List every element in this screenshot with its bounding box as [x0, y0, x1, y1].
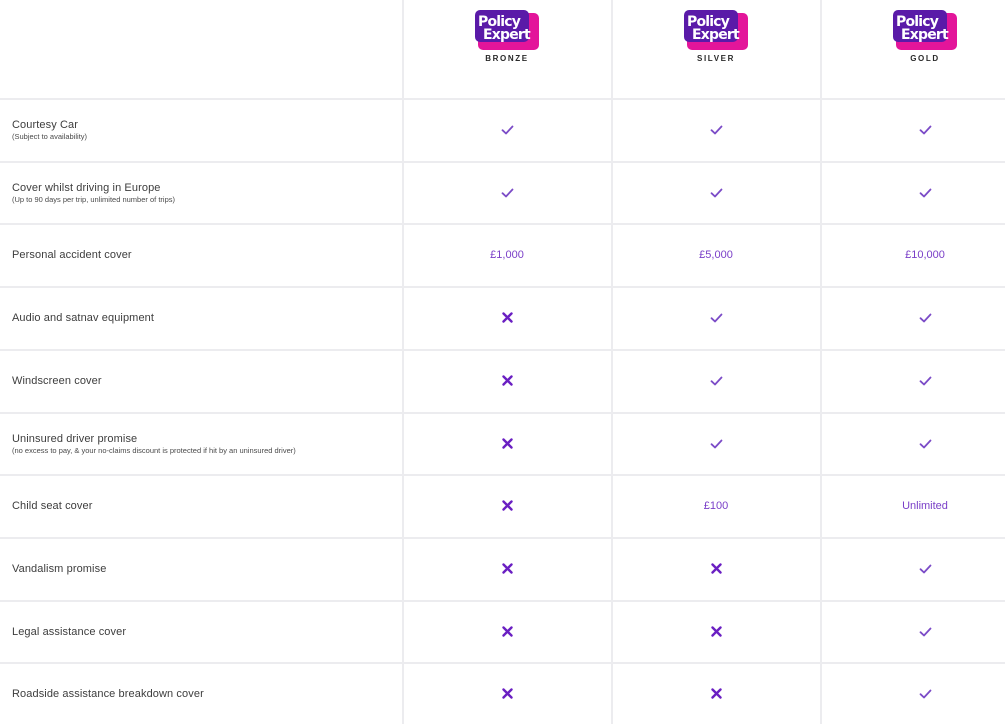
feature-cell	[12, 663, 204, 724]
check-icon	[710, 188, 723, 198]
value-cell	[671, 350, 761, 411]
cross-icon	[711, 626, 722, 637]
cross-icon	[502, 312, 513, 323]
value-cell	[671, 287, 761, 348]
policy-expert-logo: Policy Expert	[475, 10, 539, 50]
feature-cell	[12, 99, 87, 160]
value-cell	[671, 601, 761, 662]
value-cell	[880, 162, 970, 223]
value-cell	[671, 224, 761, 285]
table-row	[0, 475, 1005, 536]
check-icon	[919, 376, 932, 386]
value-cell	[880, 475, 970, 536]
value-cell	[671, 663, 761, 724]
feature-note: (no excess to pay, & your no-claims discount is protected if hit by an uninsured driver)	[12, 445, 296, 455]
feature-cell	[12, 538, 106, 599]
feature-cell	[12, 475, 92, 536]
check-icon	[919, 689, 932, 699]
value-cell	[880, 99, 970, 160]
check-icon	[919, 627, 932, 637]
value-cell	[880, 601, 970, 662]
value-cell	[462, 224, 552, 285]
feature-label: Courtesy Car	[12, 118, 78, 131]
feature-cell	[12, 162, 175, 223]
value-cell	[462, 287, 552, 348]
cover-amount: £100	[703, 499, 729, 512]
check-icon	[501, 125, 514, 135]
check-icon	[919, 188, 932, 198]
policy-expert-logo: Policy Expert	[684, 10, 748, 50]
table-row	[0, 287, 1005, 348]
value-cell	[462, 663, 552, 724]
cross-icon	[502, 626, 513, 637]
check-icon	[501, 188, 514, 198]
value-cell	[671, 475, 761, 536]
table-header	[0, 0, 1005, 99]
cross-icon	[502, 438, 513, 449]
cross-icon	[502, 375, 513, 386]
value-cell	[671, 413, 761, 474]
value-cell	[880, 287, 970, 348]
value-cell	[462, 350, 552, 411]
value-cell	[462, 413, 552, 474]
cross-icon	[502, 500, 513, 511]
value-cell	[880, 350, 970, 411]
feature-note: (Up to 90 days per trip, unlimited number of trips)	[12, 194, 175, 204]
cover-amount: £1,000	[490, 248, 524, 261]
value-cell	[880, 413, 970, 474]
column-header-bronze	[462, 10, 552, 63]
cross-icon	[711, 563, 722, 574]
tier-label: SILVER	[697, 54, 735, 63]
cover-amount: £10,000	[905, 248, 945, 261]
feature-cell	[12, 224, 132, 285]
check-icon	[710, 376, 723, 386]
check-icon	[710, 439, 723, 449]
value-cell	[880, 224, 970, 285]
table-row	[0, 99, 1005, 160]
table-row	[0, 413, 1005, 474]
tier-label: GOLD	[910, 54, 940, 63]
feature-label: Uninsured driver promise	[12, 432, 138, 445]
check-icon	[919, 313, 932, 323]
feature-cell	[12, 350, 102, 411]
table-row	[0, 601, 1005, 662]
cross-icon	[502, 688, 513, 699]
column-header-silver	[671, 10, 761, 63]
tier-label: BRONZE	[485, 54, 529, 63]
check-icon	[710, 313, 723, 323]
value-cell	[671, 162, 761, 223]
feature-label: Legal assistance cover	[12, 625, 127, 638]
feature-note: (Subject to availability)	[12, 131, 88, 141]
value-cell	[462, 99, 552, 160]
value-cell	[462, 538, 552, 599]
table-row	[0, 224, 1005, 285]
policy-expert-logo: Policy Expert	[893, 10, 957, 50]
feature-cell	[12, 287, 154, 348]
cross-icon	[711, 688, 722, 699]
feature-label: Audio and satnav equipment	[12, 311, 155, 324]
feature-label: Roadside assistance breakdown cover	[12, 687, 204, 700]
value-cell	[880, 538, 970, 599]
column-header-gold	[880, 10, 970, 63]
check-icon	[919, 564, 932, 574]
value-cell	[462, 475, 552, 536]
cross-icon	[502, 563, 513, 574]
value-cell	[880, 663, 970, 724]
feature-cell	[12, 413, 296, 474]
check-icon	[710, 125, 723, 135]
value-cell	[462, 162, 552, 223]
value-cell	[671, 99, 761, 160]
feature-label: Vandalism promise	[12, 562, 107, 575]
feature-label: Child seat cover	[12, 499, 93, 512]
table-row	[0, 538, 1005, 599]
value-cell	[462, 601, 552, 662]
feature-cell	[12, 601, 126, 662]
table-row	[0, 162, 1005, 223]
cover-amount: £5,000	[699, 248, 733, 261]
feature-label: Cover whilst driving in Europe	[12, 181, 161, 194]
check-icon	[919, 125, 932, 135]
check-icon	[919, 439, 932, 449]
table-row	[0, 350, 1005, 411]
value-cell	[671, 538, 761, 599]
feature-label: Personal accident cover	[12, 248, 132, 261]
feature-label: Windscreen cover	[12, 374, 102, 387]
cover-amount: Unlimited	[902, 499, 948, 512]
table-row	[0, 663, 1005, 724]
